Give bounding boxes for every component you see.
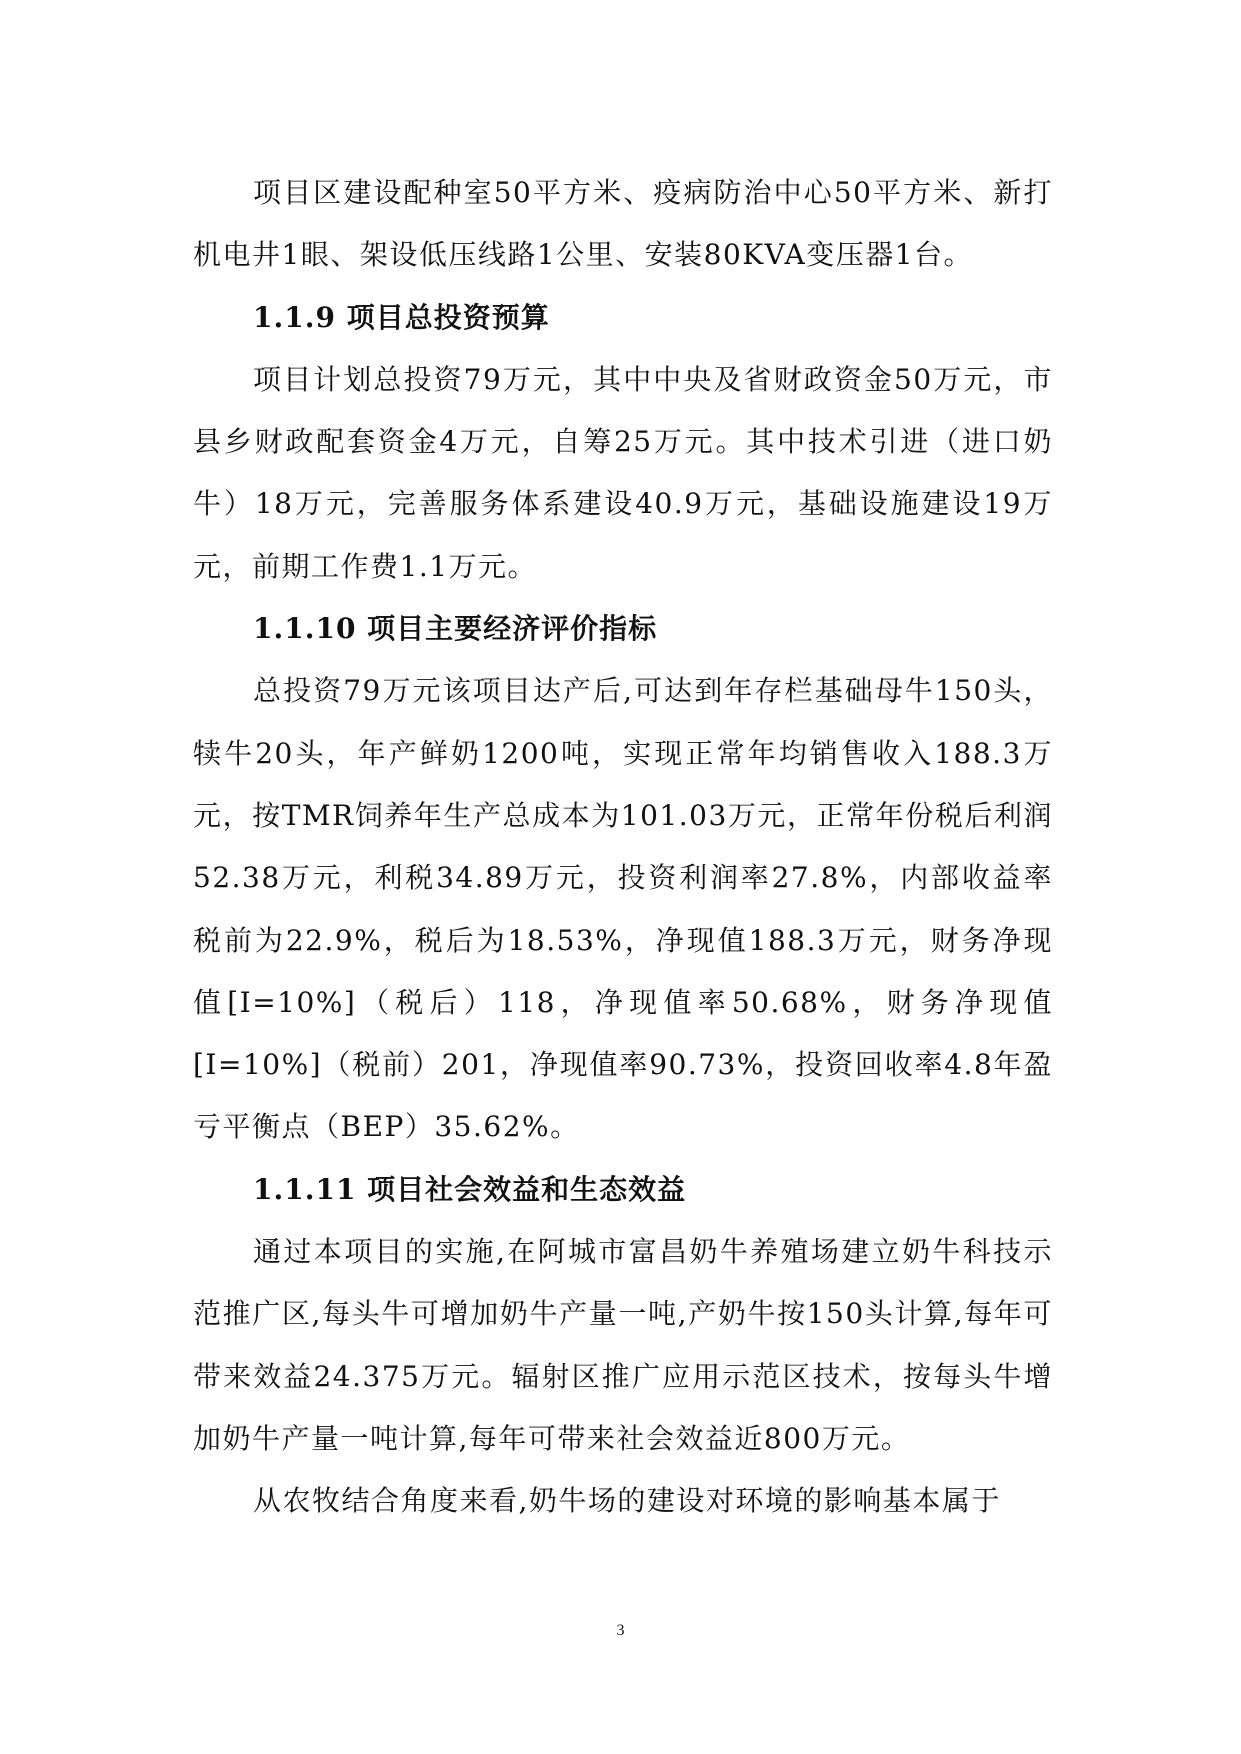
heading-total-investment: 1.1.9 项目总投资预算	[253, 300, 550, 334]
paragraph-construction: 项目区建设配种室50平方米、疫病防治中心50平方米、新打机电井1眼、架设低压线路1公里、安装80KVA变压器1台。	[193, 176, 1053, 272]
paragraph-ecology: 从农牧结合角度来看,奶牛场的建设对环境的影响基本属于	[253, 1484, 1001, 1518]
paragraph-investment: 项目计划总投资79万元，其中中央及省财政资金50万元，市县乡财政配套资金4万元，自筹25万元。其中技术引进（进口奶牛）18万元，完善服务体系建设40.9万元，基础设施建设19万元，前期工作费1.1万元。	[193, 362, 1053, 583]
heading-economic-indicators: 1.1.10 项目主要经济评价指标	[253, 612, 658, 646]
heading-social-benefits: 1.1.11 项目社会效益和生态效益	[253, 1172, 687, 1206]
page-content	[193, 162, 1053, 1533]
paragraph-social: 通过本项目的实施,在阿城市富昌奶牛养殖场建立奶牛科技示范推广区,每头牛可增加奶牛产量一吨,产奶牛按150头计算,每年可带来效益24.375万元。辐射区推广应用示范区技术，按每头牛增加奶牛产量一吨计算,每年可带来社会效益近800万元。	[193, 1235, 1053, 1455]
paragraph-economic: 总投资79万元该项目达产后,可达到年存栏基础母牛150头，犊牛20头，年产鲜奶1200吨，实现正常年均销售收入188.3万元，按TMR饲养年生产总成本为101.03万元，正常年份税后利润52.38万元，利税34.89万元，投资利润率27.8%，内部收益率税前为22.9%，税后为18.53%，净现值188.3万元，财务净现值[I=10%]（税后）118，净现值率50.68%，财务净现值[I=10%]（税前）201，净现值率90.73%，投资回收率4.8年盈亏平衡点（BEP）35.62%。	[193, 674, 1053, 1144]
page-number: 3	[616, 1622, 625, 1639]
